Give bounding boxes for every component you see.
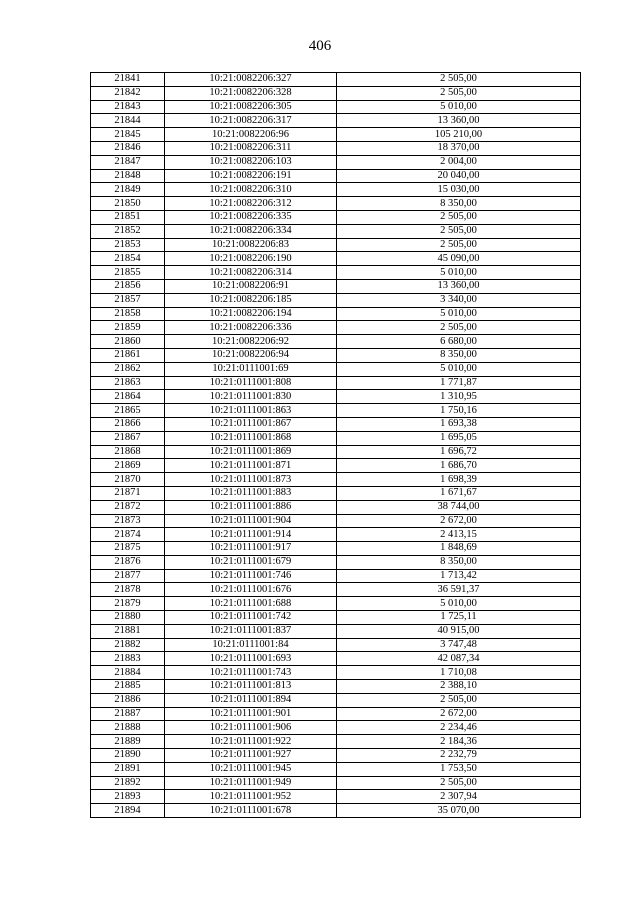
- cadastral-number-cell: 10:21:0111001:871: [165, 459, 337, 473]
- row-number-cell: 21851: [91, 210, 165, 224]
- table-body: [91, 73, 581, 818]
- amount-cell: 35 070,00: [337, 804, 581, 818]
- amount-cell: 1 771,87: [337, 376, 581, 390]
- amount-cell: 1 725,11: [337, 611, 581, 625]
- cadastral-number-cell: 10:21:0111001:869: [165, 445, 337, 459]
- table-row: [91, 445, 581, 459]
- cadastral-number-cell: 10:21:0082206:96: [165, 128, 337, 142]
- amount-cell: 5 010,00: [337, 100, 581, 114]
- cadastral-number-cell: 10:21:0111001:693: [165, 652, 337, 666]
- amount-cell: 2 505,00: [337, 86, 581, 100]
- row-number-cell: 21853: [91, 238, 165, 252]
- row-number-cell: 21858: [91, 307, 165, 321]
- table-row: [91, 555, 581, 569]
- amount-cell: 5 010,00: [337, 362, 581, 376]
- cadastral-number-cell: 10:21:0082206:335: [165, 210, 337, 224]
- cadastral-number-cell: 10:21:0111001:906: [165, 721, 337, 735]
- table-row: [91, 321, 581, 335]
- row-number-cell: 21882: [91, 638, 165, 652]
- amount-cell: 40 915,00: [337, 624, 581, 638]
- row-number-cell: 21850: [91, 197, 165, 211]
- table-row: [91, 790, 581, 804]
- row-number-cell: 21860: [91, 335, 165, 349]
- row-number-cell: 21883: [91, 652, 165, 666]
- table-row: [91, 638, 581, 652]
- cadastral-number-cell: 10:21:0111001:883: [165, 486, 337, 500]
- amount-cell: 20 040,00: [337, 169, 581, 183]
- row-number-cell: 21871: [91, 486, 165, 500]
- row-number-cell: 21881: [91, 624, 165, 638]
- table-row: [91, 583, 581, 597]
- table-row: [91, 362, 581, 376]
- table-row: [91, 155, 581, 169]
- table-row: [91, 307, 581, 321]
- table-row: [91, 252, 581, 266]
- amount-cell: 8 350,00: [337, 197, 581, 211]
- amount-cell: 45 090,00: [337, 252, 581, 266]
- amount-cell: 42 087,34: [337, 652, 581, 666]
- amount-cell: 5 010,00: [337, 307, 581, 321]
- amount-cell: 15 030,00: [337, 183, 581, 197]
- cadastral-number-cell: 10:21:0082206:92: [165, 335, 337, 349]
- row-number-cell: 21844: [91, 114, 165, 128]
- cadastral-number-cell: 10:21:0082206:83: [165, 238, 337, 252]
- row-number-cell: 21880: [91, 611, 165, 625]
- amount-cell: 2 004,00: [337, 155, 581, 169]
- cadastral-number-cell: 10:21:0082206:328: [165, 86, 337, 100]
- cadastral-number-cell: 10:21:0111001:679: [165, 555, 337, 569]
- amount-cell: 1 698,39: [337, 473, 581, 487]
- amount-cell: 2 234,46: [337, 721, 581, 735]
- table-row: [91, 128, 581, 142]
- table-row: [91, 417, 581, 431]
- table-row: [91, 597, 581, 611]
- cadastral-number-cell: 10:21:0111001:678: [165, 804, 337, 818]
- table-row: [91, 224, 581, 238]
- row-number-cell: 21870: [91, 473, 165, 487]
- amount-cell: 1 695,05: [337, 431, 581, 445]
- row-number-cell: 21862: [91, 362, 165, 376]
- amount-cell: 3 747,48: [337, 638, 581, 652]
- row-number-cell: 21884: [91, 666, 165, 680]
- amount-cell: 2 184,36: [337, 735, 581, 749]
- table-row: [91, 624, 581, 638]
- table-row: [91, 707, 581, 721]
- cadastral-number-cell: 10:21:0111001:863: [165, 404, 337, 418]
- cadastral-number-cell: 10:21:0082206:103: [165, 155, 337, 169]
- cadastral-number-cell: 10:21:0111001:927: [165, 749, 337, 763]
- cadastral-number-cell: 10:21:0111001:894: [165, 693, 337, 707]
- table-row: [91, 473, 581, 487]
- amount-cell: 2 505,00: [337, 321, 581, 335]
- amount-cell: 3 340,00: [337, 293, 581, 307]
- row-number-cell: 21874: [91, 528, 165, 542]
- amount-cell: 2 388,10: [337, 680, 581, 694]
- amount-cell: 2 505,00: [337, 210, 581, 224]
- row-number-cell: 21869: [91, 459, 165, 473]
- amount-cell: 1 686,70: [337, 459, 581, 473]
- cadastral-number-cell: 10:21:0111001:914: [165, 528, 337, 542]
- amount-cell: 5 010,00: [337, 597, 581, 611]
- cadastral-number-cell: 10:21:0111001:904: [165, 514, 337, 528]
- row-number-cell: 21873: [91, 514, 165, 528]
- amount-cell: 13 360,00: [337, 114, 581, 128]
- cadastral-number-cell: 10:21:0082206:314: [165, 266, 337, 280]
- amount-cell: 2 413,15: [337, 528, 581, 542]
- table-row: [91, 169, 581, 183]
- table-row: [91, 86, 581, 100]
- amount-cell: 1 753,50: [337, 762, 581, 776]
- amount-cell: 6 680,00: [337, 335, 581, 349]
- row-number-cell: 21868: [91, 445, 165, 459]
- amount-cell: 2 505,00: [337, 776, 581, 790]
- cadastral-number-cell: 10:21:0111001:867: [165, 417, 337, 431]
- cadastral-number-cell: 10:21:0111001:922: [165, 735, 337, 749]
- amount-cell: 2 505,00: [337, 238, 581, 252]
- cadastral-number-cell: 10:21:0111001:742: [165, 611, 337, 625]
- table-row: [91, 431, 581, 445]
- amount-cell: 1 750,16: [337, 404, 581, 418]
- amount-cell: 2 232,79: [337, 749, 581, 763]
- row-number-cell: 21843: [91, 100, 165, 114]
- table-row: [91, 279, 581, 293]
- table-row: [91, 376, 581, 390]
- cadastral-number-cell: 10:21:0082206:94: [165, 348, 337, 362]
- table-row: [91, 335, 581, 349]
- table-row: [91, 390, 581, 404]
- row-number-cell: 21886: [91, 693, 165, 707]
- amount-cell: 1 713,42: [337, 569, 581, 583]
- table-row: [91, 762, 581, 776]
- cadastral-number-cell: 10:21:0082206:312: [165, 197, 337, 211]
- table-row: [91, 100, 581, 114]
- cadastral-number-cell: 10:21:0111001:873: [165, 473, 337, 487]
- amount-cell: 2 307,94: [337, 790, 581, 804]
- row-number-cell: 21857: [91, 293, 165, 307]
- cadastral-number-cell: 10:21:0111001:688: [165, 597, 337, 611]
- cadastral-number-cell: 10:21:0082206:317: [165, 114, 337, 128]
- cadastral-number-cell: 10:21:0082206:91: [165, 279, 337, 293]
- row-number-cell: 21849: [91, 183, 165, 197]
- amount-cell: 1 310,95: [337, 390, 581, 404]
- amount-cell: 2 672,00: [337, 707, 581, 721]
- amount-cell: 105 210,00: [337, 128, 581, 142]
- table-row: [91, 500, 581, 514]
- amount-cell: 2 505,00: [337, 73, 581, 87]
- cadastral-number-cell: 10:21:0111001:886: [165, 500, 337, 514]
- table-row: [91, 141, 581, 155]
- row-number-cell: 21846: [91, 141, 165, 155]
- row-number-cell: 21891: [91, 762, 165, 776]
- row-number-cell: 21885: [91, 680, 165, 694]
- cadastral-number-cell: 10:21:0082206:185: [165, 293, 337, 307]
- row-number-cell: 21894: [91, 804, 165, 818]
- row-number-cell: 21855: [91, 266, 165, 280]
- row-number-cell: 21863: [91, 376, 165, 390]
- cadastral-number-cell: 10:21:0111001:917: [165, 542, 337, 556]
- row-number-cell: 21875: [91, 542, 165, 556]
- amount-cell: 1 710,08: [337, 666, 581, 680]
- row-number-cell: 21877: [91, 569, 165, 583]
- amount-cell: 8 350,00: [337, 555, 581, 569]
- amount-cell: 2 672,00: [337, 514, 581, 528]
- table-row: [91, 693, 581, 707]
- table-row: [91, 348, 581, 362]
- table-row: [91, 404, 581, 418]
- data-table: [90, 72, 581, 818]
- row-number-cell: 21879: [91, 597, 165, 611]
- table-row: [91, 183, 581, 197]
- row-number-cell: 21878: [91, 583, 165, 597]
- table-row: [91, 266, 581, 280]
- row-number-cell: 21861: [91, 348, 165, 362]
- table-row: [91, 459, 581, 473]
- table-row: [91, 776, 581, 790]
- table-row: [91, 569, 581, 583]
- table-row: [91, 293, 581, 307]
- cadastral-number-cell: 10:21:0111001:813: [165, 680, 337, 694]
- table-row: [91, 749, 581, 763]
- amount-cell: 1 671,67: [337, 486, 581, 500]
- amount-cell: 2 505,00: [337, 693, 581, 707]
- table-row: [91, 197, 581, 211]
- cadastral-number-cell: 10:21:0082206:305: [165, 100, 337, 114]
- cadastral-number-cell: 10:21:0082206:336: [165, 321, 337, 335]
- amount-cell: 5 010,00: [337, 266, 581, 280]
- cadastral-number-cell: 10:21:0082206:311: [165, 141, 337, 155]
- table-row: [91, 666, 581, 680]
- amount-cell: 38 744,00: [337, 500, 581, 514]
- row-number-cell: 21887: [91, 707, 165, 721]
- cadastral-number-cell: 10:21:0111001:949: [165, 776, 337, 790]
- cadastral-number-cell: 10:21:0082206:327: [165, 73, 337, 87]
- cadastral-number-cell: 10:21:0111001:743: [165, 666, 337, 680]
- row-number-cell: 21872: [91, 500, 165, 514]
- amount-cell: 36 591,37: [337, 583, 581, 597]
- table-row: [91, 652, 581, 666]
- amount-cell: 2 505,00: [337, 224, 581, 238]
- row-number-cell: 21892: [91, 776, 165, 790]
- cadastral-number-cell: 10:21:0082206:191: [165, 169, 337, 183]
- table-row: [91, 114, 581, 128]
- row-number-cell: 21841: [91, 73, 165, 87]
- cadastral-number-cell: 10:21:0082206:190: [165, 252, 337, 266]
- amount-cell: 1 693,38: [337, 417, 581, 431]
- cadastral-number-cell: 10:21:0111001:868: [165, 431, 337, 445]
- table-row: [91, 528, 581, 542]
- row-number-cell: 21854: [91, 252, 165, 266]
- row-number-cell: 21865: [91, 404, 165, 418]
- row-number-cell: 21889: [91, 735, 165, 749]
- amount-cell: 1 696,72: [337, 445, 581, 459]
- table-row: [91, 542, 581, 556]
- row-number-cell: 21856: [91, 279, 165, 293]
- cadastral-number-cell: 10:21:0111001:837: [165, 624, 337, 638]
- cadastral-number-cell: 10:21:0111001:952: [165, 790, 337, 804]
- table-row: [91, 486, 581, 500]
- cadastral-number-cell: 10:21:0111001:69: [165, 362, 337, 376]
- table-row: [91, 680, 581, 694]
- table-row: [91, 238, 581, 252]
- cadastral-number-cell: 10:21:0111001:945: [165, 762, 337, 776]
- cadastral-number-cell: 10:21:0082206:310: [165, 183, 337, 197]
- row-number-cell: 21848: [91, 169, 165, 183]
- table-row: [91, 804, 581, 818]
- row-number-cell: 21847: [91, 155, 165, 169]
- table-row: [91, 735, 581, 749]
- row-number-cell: 21893: [91, 790, 165, 804]
- amount-cell: 8 350,00: [337, 348, 581, 362]
- row-number-cell: 21876: [91, 555, 165, 569]
- table-row: [91, 73, 581, 87]
- cadastral-number-cell: 10:21:0111001:901: [165, 707, 337, 721]
- row-number-cell: 21842: [91, 86, 165, 100]
- cadastral-number-cell: 10:21:0111001:746: [165, 569, 337, 583]
- amount-cell: 13 360,00: [337, 279, 581, 293]
- amount-cell: 18 370,00: [337, 141, 581, 155]
- cadastral-number-cell: 10:21:0082206:334: [165, 224, 337, 238]
- cadastral-number-cell: 10:21:0111001:676: [165, 583, 337, 597]
- table-row: [91, 210, 581, 224]
- row-number-cell: 21866: [91, 417, 165, 431]
- row-number-cell: 21845: [91, 128, 165, 142]
- table-row: [91, 721, 581, 735]
- page-number: 406: [308, 38, 332, 54]
- table-row: [91, 611, 581, 625]
- cadastral-number-cell: 10:21:0111001:84: [165, 638, 337, 652]
- row-number-cell: 21852: [91, 224, 165, 238]
- row-number-cell: 21864: [91, 390, 165, 404]
- row-number-cell: 21859: [91, 321, 165, 335]
- row-number-cell: 21867: [91, 431, 165, 445]
- amount-cell: 1 848,69: [337, 542, 581, 556]
- cadastral-number-cell: 10:21:0111001:808: [165, 376, 337, 390]
- cadastral-number-cell: 10:21:0111001:830: [165, 390, 337, 404]
- row-number-cell: 21890: [91, 749, 165, 763]
- table-row: [91, 514, 581, 528]
- row-number-cell: 21888: [91, 721, 165, 735]
- cadastral-number-cell: 10:21:0082206:194: [165, 307, 337, 321]
